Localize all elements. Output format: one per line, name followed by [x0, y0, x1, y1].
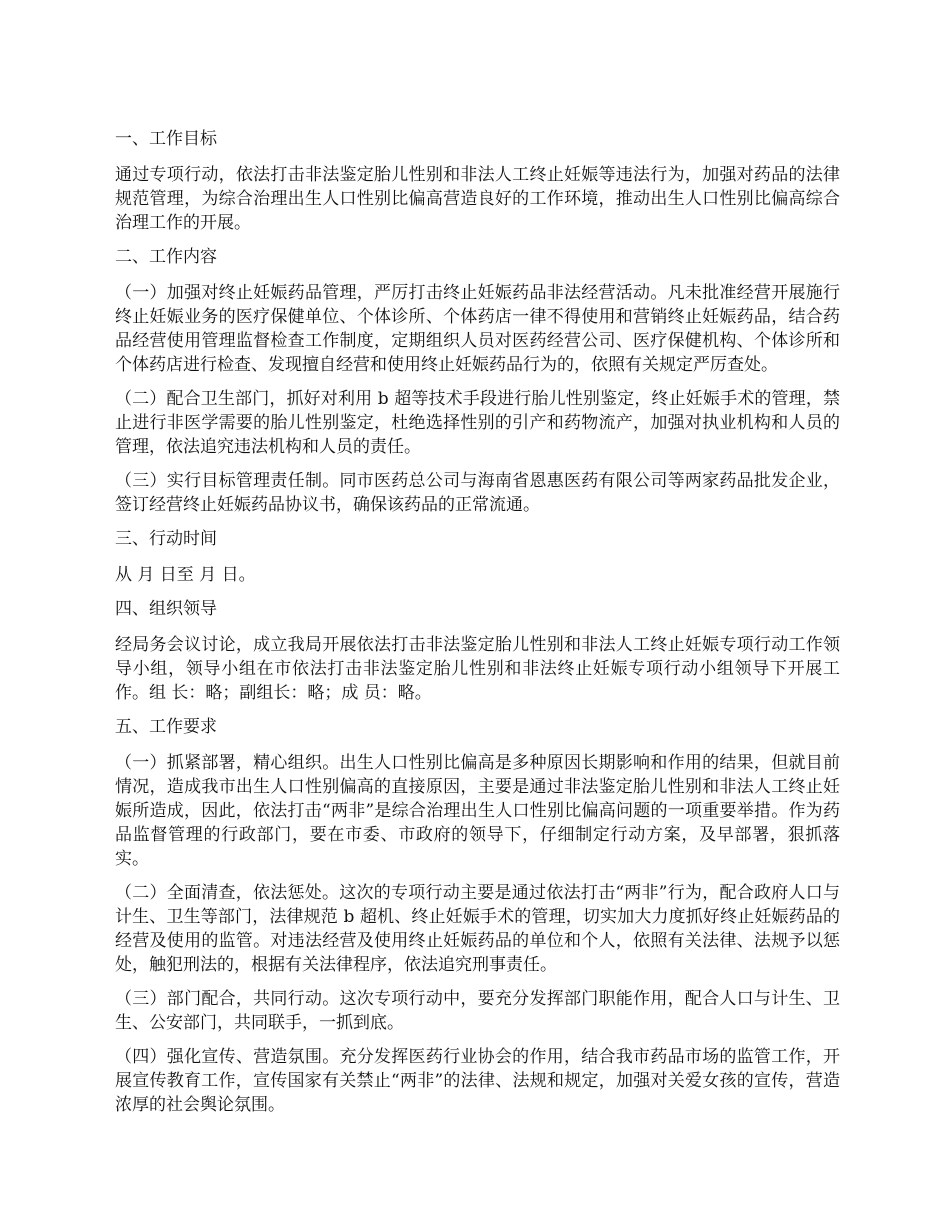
paragraph: （二）配合卫生部门，抓好对利用 b 超等技术手段进行胎儿性别鉴定，终止妊娠手术的管理，禁止进行非医学需要的胎儿性别鉴定，杜绝选择性别的引产和药物流产，加强对执业机构和人员的管理，依法追究违法机构和人员的责任。 [115, 389, 840, 457]
section-heading-content: 二、工作内容 [115, 247, 217, 267]
document-body [115, 127, 840, 1127]
paragraph: （三）部门配合，共同行动。这次专项行动中，要充分发挥部门职能作用，配合人口与计生、卫生、公安部门，共同联手，一抓到底。 [115, 989, 840, 1033]
paragraph: （三）实行目标管理责任制。同市医药总公司与海南省恩惠医药有限公司等两家药品批发企业，签订经营终止妊娠药品协议书，确保该药品的正常流通。 [115, 471, 840, 515]
section-heading-requirements: 五、工作要求 [115, 717, 217, 737]
paragraph: 经局务会议讨论，成立我局开展依法打击非法鉴定胎儿性别和非法人工终止妊娠专项行动工作领导小组，领导小组在市依法打击非法鉴定胎儿性别和非法终止妊娠专项行动小组领导下开展工作。组 长：略；副组长：略；成 员：略。 [115, 635, 840, 703]
paragraph: 从 月 日至 月 日。 [115, 565, 256, 585]
paragraph: （二）全面清查，依法惩处。这次的专项行动主要是通过依法打击“两非”行为，配合政府人口与计生、卫生等部门，法律规范 b 超机、终止妊娠手术的管理，切实加大力度抓好终止妊娠药品的经营及使用的监管。对违法经营及使用终止妊娠药品的单位和个人，依照有关法律、法规予以惩处，触犯刑法的，根据有关法律程序，依法追究刑事责任。 [115, 883, 840, 975]
paragraph: （四）强化宣传、营造氛围。充分发挥医药行业协会的作用，结合我市药品市场的监管工作，开展宣传教育工作，宣传国家有关禁止“两非”的法律、法规和规定，加强对关爱女孩的宣传，营造浓厚的社会舆论氛围。 [115, 1047, 840, 1115]
paragraph: 通过专项行动，依法打击非法鉴定胎儿性别和非法人工终止妊娠等违法行为，加强对药品的法律规范管理，为综合治理出生人口性别比偏高营造良好的工作环境，推动出生人口性别比偏高综合治理工作的开展。 [115, 165, 840, 233]
section-heading-organization: 四、组织领导 [115, 599, 217, 619]
section-heading-goals: 一、工作目标 [115, 129, 217, 149]
paragraph: （一）抓紧部署，精心组织。出生人口性别比偏高是多种原因长期影响和作用的结果，但就目前情况，造成我市出生人口性别偏高的直接原因，主要是通过非法鉴定胎儿性别和非法人工终止妊娠所造成，因此，依法打击“两非”是综合治理出生人口性别比偏高问题的一项重要举措。作为药品监督管理的行政部门，要在市委、市政府的领导下，仔细制定行动方案，及早部署，狠抓落实。 [115, 753, 840, 869]
section-heading-time: 三、行动时间 [115, 529, 217, 549]
paragraph: （一）加强对终止妊娠药品管理，严厉打击终止妊娠药品非法经营活动。凡未批准经营开展施行终止妊娠业务的医疗保健单位、个体诊所、个体药店一律不得使用和营销终止妊娠药品，结合药品经营使用管理监督检查工作制度，定期组织人员对医药经营公司、医疗保健机构、个体诊所和个体药店进行检查、发现擅自经营和使用终止妊娠药品行为的，依照有关规定严厉查处。 [115, 283, 840, 375]
